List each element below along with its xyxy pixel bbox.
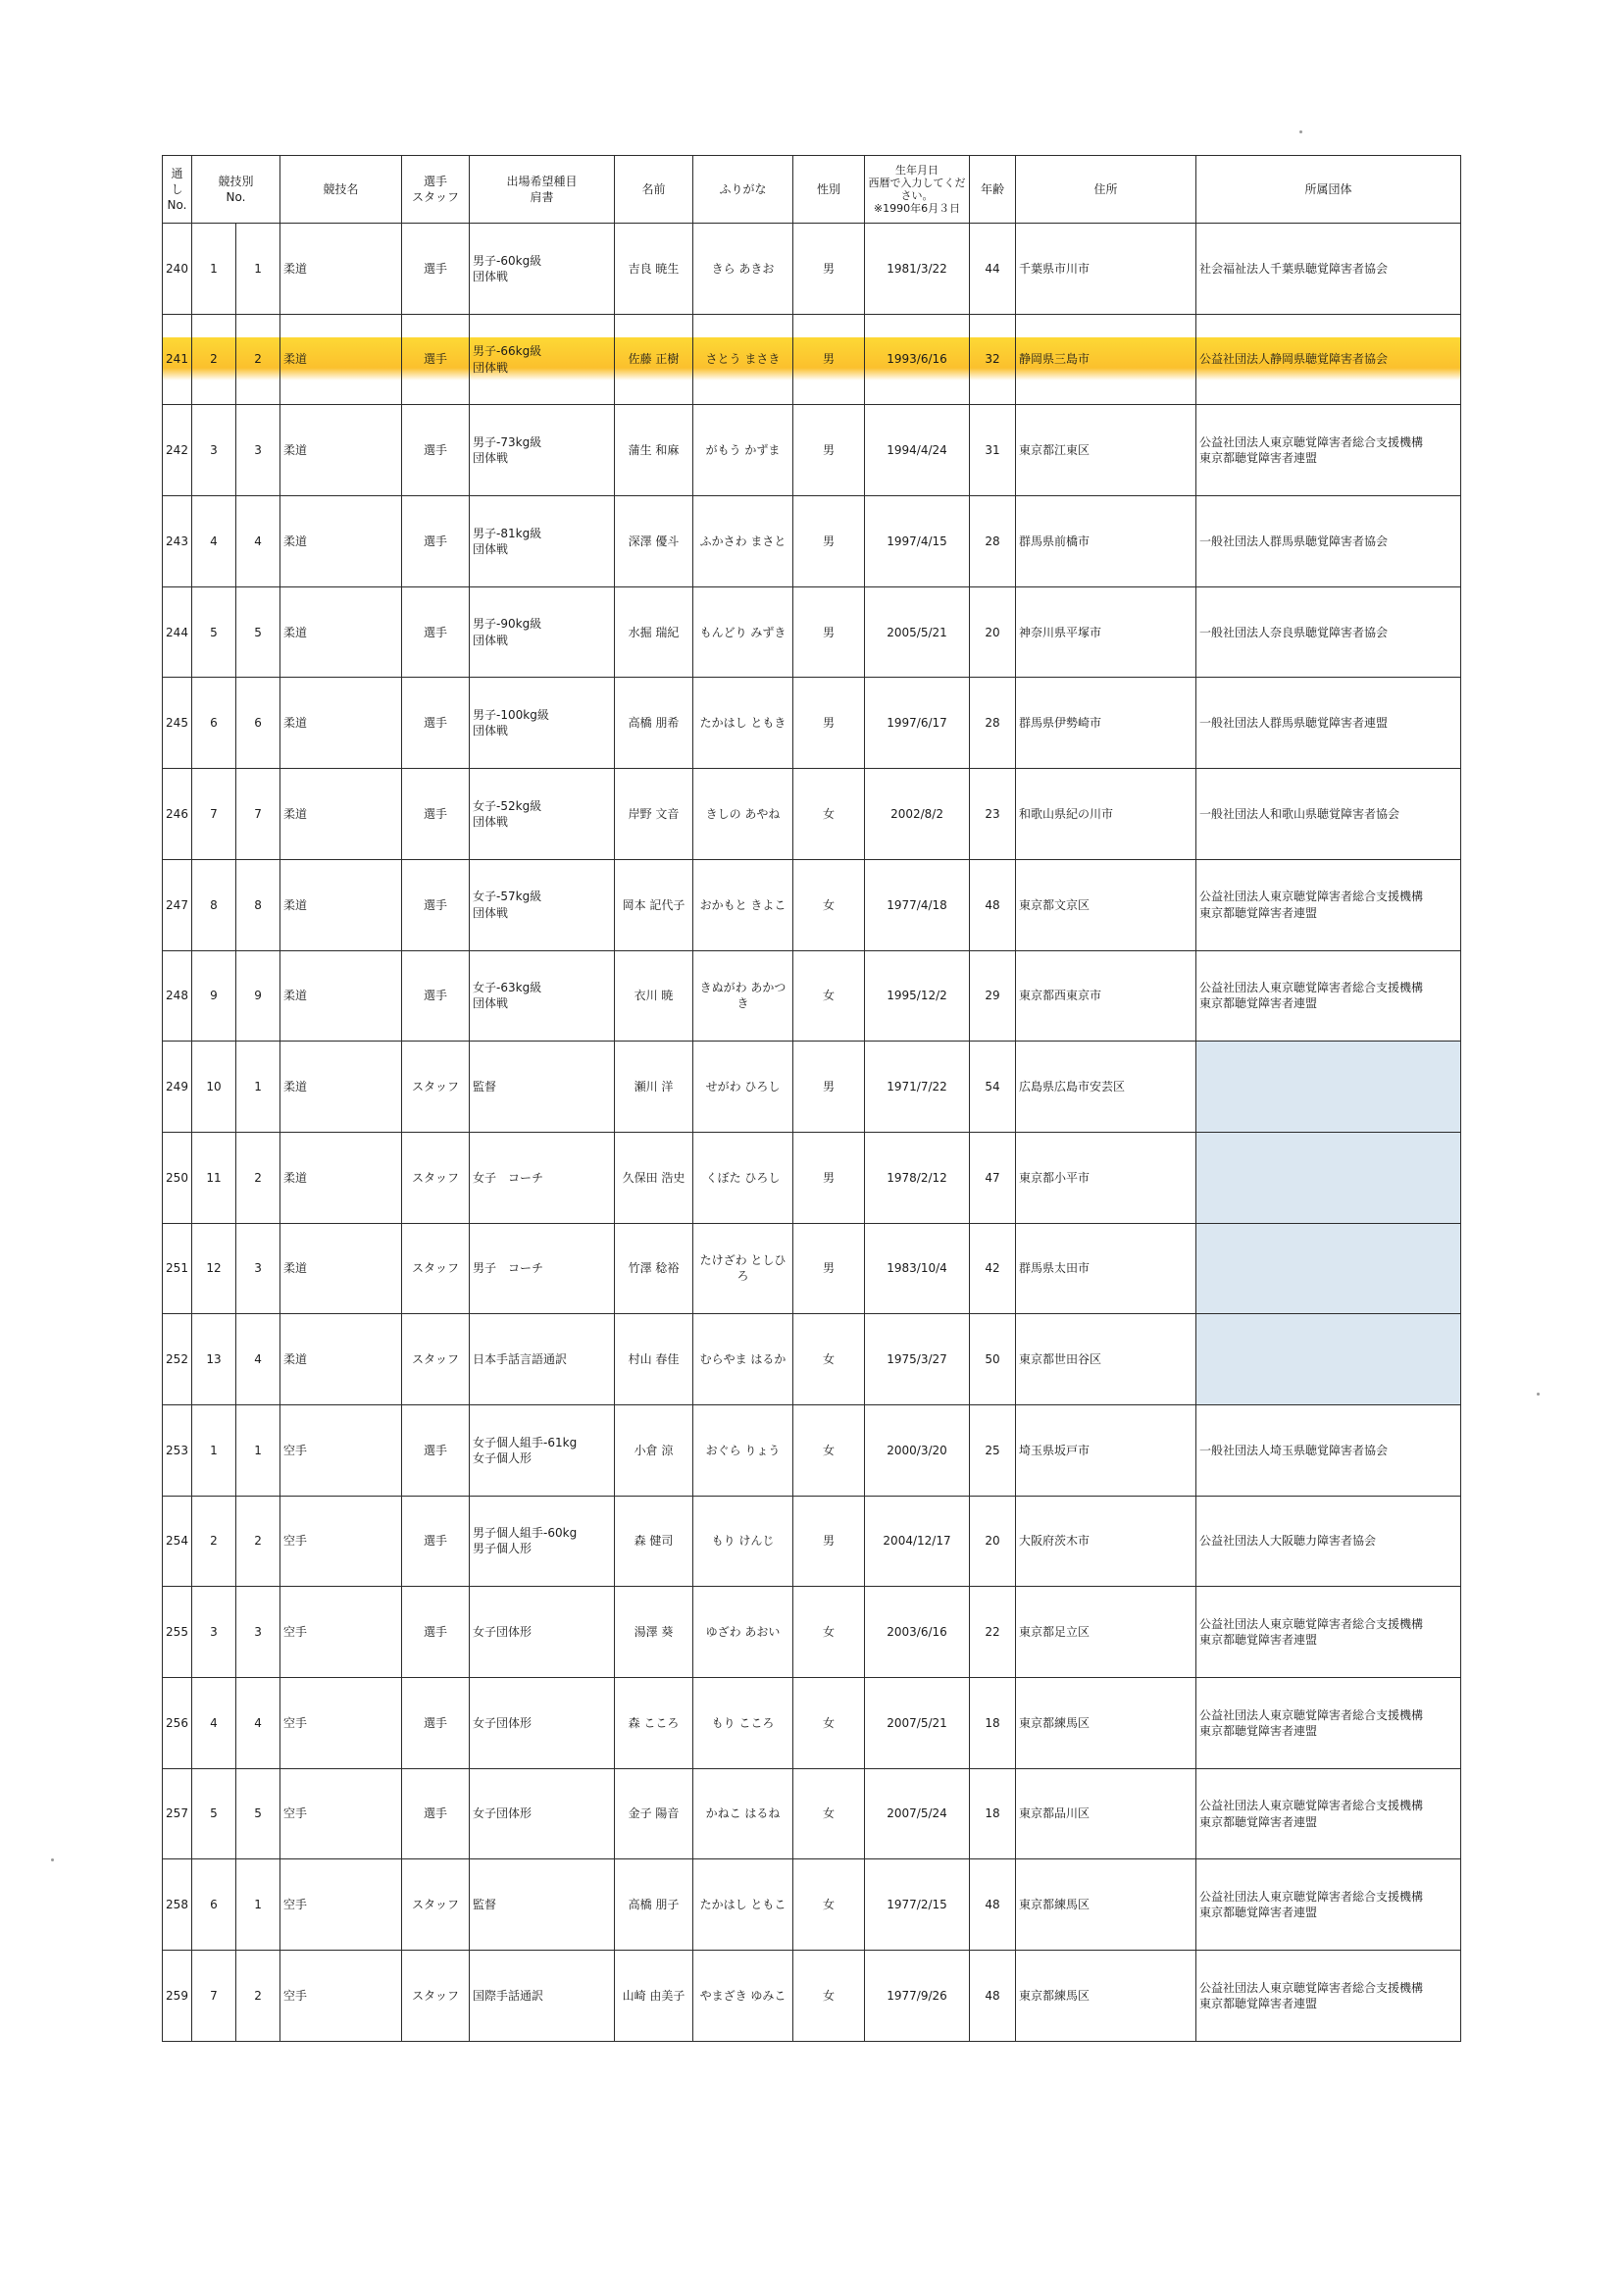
cell-furigana: きら あきお <box>693 224 793 315</box>
cell-event-name: 柔道 <box>280 769 402 860</box>
cell-organization: 一般社団法人群馬県聴覚障害者連盟 <box>1196 678 1461 769</box>
cell-category: 女子団体形 <box>470 1587 615 1678</box>
cell-event-name: 柔道 <box>280 1132 402 1223</box>
table-row <box>163 496 1461 587</box>
cell-furigana: くぼた ひろし <box>693 1132 793 1223</box>
cell-birthdate: 1995/12/2 <box>865 950 970 1042</box>
table-row <box>163 586 1461 678</box>
table-row <box>163 1587 1461 1678</box>
cell-category: 監督 <box>470 1042 615 1133</box>
cell-event-name: 柔道 <box>280 950 402 1042</box>
header-furigana: ふりがな <box>693 156 793 224</box>
cell-category: 男子-66kg級 団体戦 <box>470 314 615 405</box>
cell-through-no: 242 <box>163 405 192 496</box>
cell-name: 森 こころ <box>615 1678 693 1769</box>
cell-category: 監督 <box>470 1859 615 1951</box>
scan-speck <box>1537 1393 1540 1396</box>
table-row <box>163 405 1461 496</box>
cell-birthdate: 1977/9/26 <box>865 1951 970 2042</box>
cell-sub-no: 2 <box>236 1496 280 1587</box>
cell-event-no: 10 <box>192 1042 236 1133</box>
cell-name: 小倉 涼 <box>615 1404 693 1496</box>
cell-event-name: 空手 <box>280 1678 402 1769</box>
header-through-no: 通し No. <box>163 156 192 224</box>
cell-address: 千葉県市川市 <box>1016 224 1196 315</box>
cell-event-name: 柔道 <box>280 224 402 315</box>
table-row <box>163 1042 1461 1133</box>
cell-address: 広島県広島市安芸区 <box>1016 1042 1196 1133</box>
cell-role: 選手 <box>402 1768 470 1859</box>
cell-role: 選手 <box>402 224 470 315</box>
cell-gender: 男 <box>793 678 865 769</box>
cell-role: 選手 <box>402 586 470 678</box>
cell-furigana: おかもと きよこ <box>693 859 793 950</box>
cell-role: 選手 <box>402 405 470 496</box>
cell-name: 森 健司 <box>615 1496 693 1587</box>
cell-event-no: 3 <box>192 1587 236 1678</box>
cell-event-name: 柔道 <box>280 314 402 405</box>
cell-event-no: 5 <box>192 586 236 678</box>
cell-sub-no: 1 <box>236 224 280 315</box>
cell-event-no: 2 <box>192 314 236 405</box>
table-row <box>163 1678 1461 1769</box>
cell-event-name: 柔道 <box>280 1314 402 1405</box>
cell-through-no: 247 <box>163 859 192 950</box>
table-row <box>163 1132 1461 1223</box>
cell-furigana: むらやま はるか <box>693 1314 793 1405</box>
cell-sub-no: 1 <box>236 1859 280 1951</box>
cell-through-no: 258 <box>163 1859 192 1951</box>
cell-name: 村山 春佳 <box>615 1314 693 1405</box>
table-row <box>163 1496 1461 1587</box>
cell-role: 選手 <box>402 1496 470 1587</box>
table-row <box>163 224 1461 315</box>
cell-role: 選手 <box>402 859 470 950</box>
cell-category: 女子-57kg級 団体戦 <box>470 859 615 950</box>
cell-event-name: 柔道 <box>280 859 402 950</box>
cell-through-no: 241 <box>163 314 192 405</box>
cell-age: 47 <box>970 1132 1016 1223</box>
header-row <box>163 156 1461 224</box>
cell-birthdate: 2007/5/24 <box>865 1768 970 1859</box>
cell-address: 和歌山県紀の川市 <box>1016 769 1196 860</box>
cell-sub-no: 3 <box>236 1587 280 1678</box>
cell-gender: 男 <box>793 586 865 678</box>
cell-category: 男子-60kg級 団体戦 <box>470 224 615 315</box>
cell-name: 蒲生 和麻 <box>615 405 693 496</box>
cell-gender: 男 <box>793 314 865 405</box>
cell-organization: 公益社団法人東京聴覚障害者総合支援機構 東京都聴覚障害者連盟 <box>1196 1678 1461 1769</box>
cell-furigana: たけざわ としひろ <box>693 1223 793 1314</box>
cell-through-no: 253 <box>163 1404 192 1496</box>
table-row <box>163 1951 1461 2042</box>
cell-address: 東京都江東区 <box>1016 405 1196 496</box>
cell-gender: 女 <box>793 769 865 860</box>
cell-age: 22 <box>970 1587 1016 1678</box>
cell-furigana: たかはし ともき <box>693 678 793 769</box>
cell-address: 神奈川県平塚市 <box>1016 586 1196 678</box>
cell-furigana: もんどり みずき <box>693 586 793 678</box>
cell-through-no: 252 <box>163 1314 192 1405</box>
cell-role: 選手 <box>402 1587 470 1678</box>
cell-category: 男子-90kg級 団体戦 <box>470 586 615 678</box>
cell-organization: 社会福祉法人千葉県聴覚障害者協会 <box>1196 224 1461 315</box>
cell-category: 国際手話通訳 <box>470 1951 615 2042</box>
table-row <box>163 1859 1461 1951</box>
table-row <box>163 1223 1461 1314</box>
cell-birthdate: 1983/10/4 <box>865 1223 970 1314</box>
cell-event-no: 9 <box>192 950 236 1042</box>
cell-sub-no: 8 <box>236 859 280 950</box>
header-age: 年齢 <box>970 156 1016 224</box>
cell-event-name: 空手 <box>280 1587 402 1678</box>
cell-name: 佐藤 正樹 <box>615 314 693 405</box>
cell-name: 吉良 暁生 <box>615 224 693 315</box>
cell-event-no: 6 <box>192 1859 236 1951</box>
cell-event-no: 4 <box>192 1678 236 1769</box>
cell-category: 女子 コーチ <box>470 1132 615 1223</box>
cell-event-name: 柔道 <box>280 586 402 678</box>
cell-role: スタッフ <box>402 1951 470 2042</box>
cell-sub-no: 6 <box>236 678 280 769</box>
cell-birthdate: 1997/6/17 <box>865 678 970 769</box>
cell-birthdate: 2005/5/21 <box>865 586 970 678</box>
cell-name: 竹澤 稔裕 <box>615 1223 693 1314</box>
table-row <box>163 1768 1461 1859</box>
cell-name: 高橋 朋希 <box>615 678 693 769</box>
cell-sub-no: 2 <box>236 1951 280 2042</box>
cell-event-no: 8 <box>192 859 236 950</box>
cell-role: 選手 <box>402 1678 470 1769</box>
cell-age: 54 <box>970 1042 1016 1133</box>
cell-sub-no: 2 <box>236 1132 280 1223</box>
cell-address: 埼玉県坂戸市 <box>1016 1404 1196 1496</box>
cell-furigana: もり こころ <box>693 1678 793 1769</box>
cell-age: 20 <box>970 586 1016 678</box>
cell-sub-no: 4 <box>236 496 280 587</box>
cell-sub-no: 1 <box>236 1042 280 1133</box>
cell-address: 東京都世田谷区 <box>1016 1314 1196 1405</box>
cell-gender: 男 <box>793 1223 865 1314</box>
cell-age: 28 <box>970 496 1016 587</box>
cell-address: 東京都品川区 <box>1016 1768 1196 1859</box>
cell-through-no: 243 <box>163 496 192 587</box>
cell-gender: 女 <box>793 1314 865 1405</box>
cell-address: 群馬県前橋市 <box>1016 496 1196 587</box>
cell-category: 男子個人組手-60kg 男子個人形 <box>470 1496 615 1587</box>
cell-gender: 女 <box>793 1859 865 1951</box>
cell-age: 31 <box>970 405 1016 496</box>
header-birthdate: 生年月日 西暦で入力してくだ さい。 ※1990年6月３日 <box>865 156 970 224</box>
header-name: 名前 <box>615 156 693 224</box>
cell-event-no: 13 <box>192 1314 236 1405</box>
cell-through-no: 240 <box>163 224 192 315</box>
cell-event-no: 5 <box>192 1768 236 1859</box>
cell-category: 男子-100kg級 団体戦 <box>470 678 615 769</box>
cell-age: 48 <box>970 859 1016 950</box>
cell-role: スタッフ <box>402 1314 470 1405</box>
header-address: 住所 <box>1016 156 1196 224</box>
table-row <box>163 859 1461 950</box>
cell-event-name: 柔道 <box>280 1223 402 1314</box>
table-body <box>163 224 1461 2042</box>
cell-furigana: せがわ ひろし <box>693 1042 793 1133</box>
cell-birthdate: 1977/2/15 <box>865 1859 970 1951</box>
cell-gender: 女 <box>793 1678 865 1769</box>
cell-gender: 女 <box>793 950 865 1042</box>
cell-organization: 公益社団法人東京聴覚障害者総合支援機構 東京都聴覚障害者連盟 <box>1196 1587 1461 1678</box>
cell-birthdate: 2004/12/17 <box>865 1496 970 1587</box>
cell-age: 48 <box>970 1859 1016 1951</box>
cell-event-name: 柔道 <box>280 405 402 496</box>
cell-organization <box>1196 1314 1461 1405</box>
cell-address: 群馬県伊勢崎市 <box>1016 678 1196 769</box>
cell-role: 選手 <box>402 678 470 769</box>
cell-category: 男子-73kg級 団体戦 <box>470 405 615 496</box>
cell-birthdate: 1981/3/22 <box>865 224 970 315</box>
cell-sub-no: 5 <box>236 1768 280 1859</box>
cell-sub-no: 9 <box>236 950 280 1042</box>
cell-gender: 女 <box>793 1404 865 1496</box>
cell-age: 48 <box>970 1951 1016 2042</box>
header-organization: 所属団体 <box>1196 156 1461 224</box>
cell-through-no: 257 <box>163 1768 192 1859</box>
cell-role: 選手 <box>402 314 470 405</box>
cell-furigana: おぐら りょう <box>693 1404 793 1496</box>
cell-sub-no: 2 <box>236 314 280 405</box>
cell-sub-no: 3 <box>236 405 280 496</box>
cell-event-no: 7 <box>192 1951 236 2042</box>
cell-role: 選手 <box>402 496 470 587</box>
cell-event-no: 12 <box>192 1223 236 1314</box>
cell-event-no: 7 <box>192 769 236 860</box>
cell-address: 東京都足立区 <box>1016 1587 1196 1678</box>
cell-organization: 公益社団法人東京聴覚障害者総合支援機構 東京都聴覚障害者連盟 <box>1196 1859 1461 1951</box>
cell-furigana: もり けんじ <box>693 1496 793 1587</box>
cell-name: 深澤 優斗 <box>615 496 693 587</box>
cell-organization <box>1196 1223 1461 1314</box>
cell-organization <box>1196 1132 1461 1223</box>
cell-birthdate: 2000/3/20 <box>865 1404 970 1496</box>
cell-category: 女子個人組手-61kg 女子個人形 <box>470 1404 615 1496</box>
cell-birthdate: 2007/5/21 <box>865 1678 970 1769</box>
header-category: 出場希望種目 肩書 <box>470 156 615 224</box>
cell-sub-no: 3 <box>236 1223 280 1314</box>
cell-through-no: 249 <box>163 1042 192 1133</box>
cell-age: 25 <box>970 1404 1016 1496</box>
cell-gender: 男 <box>793 1042 865 1133</box>
cell-category: 男子-81kg級 団体戦 <box>470 496 615 587</box>
table-row <box>163 769 1461 860</box>
cell-birthdate: 1978/2/12 <box>865 1132 970 1223</box>
cell-organization: 公益社団法人東京聴覚障害者総合支援機構 東京都聴覚障害者連盟 <box>1196 1951 1461 2042</box>
cell-furigana: かねこ はるね <box>693 1768 793 1859</box>
cell-name: 湯澤 葵 <box>615 1587 693 1678</box>
cell-furigana: さとう まさき <box>693 314 793 405</box>
cell-name: 瀬川 洋 <box>615 1042 693 1133</box>
cell-sub-no: 4 <box>236 1678 280 1769</box>
cell-organization: 公益社団法人東京聴覚障害者総合支援機構 東京都聴覚障害者連盟 <box>1196 859 1461 950</box>
cell-through-no: 246 <box>163 769 192 860</box>
cell-gender: 男 <box>793 224 865 315</box>
cell-gender: 女 <box>793 1587 865 1678</box>
cell-furigana: がもう かずま <box>693 405 793 496</box>
cell-through-no: 245 <box>163 678 192 769</box>
cell-age: 20 <box>970 1496 1016 1587</box>
cell-organization: 公益社団法人東京聴覚障害者総合支援機構 東京都聴覚障害者連盟 <box>1196 405 1461 496</box>
cell-name: 水掘 瑞紀 <box>615 586 693 678</box>
cell-age: 50 <box>970 1314 1016 1405</box>
cell-age: 23 <box>970 769 1016 860</box>
table-row <box>163 1404 1461 1496</box>
cell-furigana: ゆざわ あおい <box>693 1587 793 1678</box>
cell-furigana: やまざき ゆみこ <box>693 1951 793 2042</box>
cell-birthdate: 2002/8/2 <box>865 769 970 860</box>
cell-birthdate: 1997/4/15 <box>865 496 970 587</box>
cell-role: スタッフ <box>402 1859 470 1951</box>
cell-through-no: 259 <box>163 1951 192 2042</box>
cell-role: 選手 <box>402 1404 470 1496</box>
cell-through-no: 250 <box>163 1132 192 1223</box>
cell-event-no: 1 <box>192 1404 236 1496</box>
cell-name: 金子 陽音 <box>615 1768 693 1859</box>
cell-category: 男子 コーチ <box>470 1223 615 1314</box>
cell-birthdate: 2003/6/16 <box>865 1587 970 1678</box>
cell-name: 岡本 記代子 <box>615 859 693 950</box>
cell-gender: 男 <box>793 1496 865 1587</box>
cell-age: 18 <box>970 1678 1016 1769</box>
header-role: 選手 スタッフ <box>402 156 470 224</box>
cell-age: 44 <box>970 224 1016 315</box>
cell-category: 女子団体形 <box>470 1678 615 1769</box>
cell-through-no: 248 <box>163 950 192 1042</box>
cell-role: 選手 <box>402 950 470 1042</box>
participant-table <box>162 155 1461 2042</box>
cell-furigana: ふかさわ まさと <box>693 496 793 587</box>
cell-event-name: 柔道 <box>280 1042 402 1133</box>
table-row <box>163 314 1461 405</box>
cell-event-no: 1 <box>192 224 236 315</box>
cell-address: 大阪府茨木市 <box>1016 1496 1196 1587</box>
cell-role: スタッフ <box>402 1223 470 1314</box>
cell-event-no: 11 <box>192 1132 236 1223</box>
cell-sub-no: 7 <box>236 769 280 860</box>
scan-speck <box>1299 130 1302 133</box>
cell-name: 衣川 暁 <box>615 950 693 1042</box>
cell-birthdate: 1975/3/27 <box>865 1314 970 1405</box>
cell-age: 18 <box>970 1768 1016 1859</box>
cell-event-no: 6 <box>192 678 236 769</box>
cell-address: 東京都練馬区 <box>1016 1859 1196 1951</box>
cell-address: 東京都小平市 <box>1016 1132 1196 1223</box>
cell-address: 静岡県三島市 <box>1016 314 1196 405</box>
header-gender: 性別 <box>793 156 865 224</box>
table-row <box>163 950 1461 1042</box>
cell-address: 東京都西東京市 <box>1016 950 1196 1042</box>
cell-category: 女子-52kg級 団体戦 <box>470 769 615 860</box>
cell-age: 28 <box>970 678 1016 769</box>
cell-event-name: 空手 <box>280 1768 402 1859</box>
cell-gender: 女 <box>793 1951 865 2042</box>
cell-birthdate: 1993/6/16 <box>865 314 970 405</box>
cell-through-no: 254 <box>163 1496 192 1587</box>
cell-event-name: 柔道 <box>280 496 402 587</box>
cell-address: 東京都練馬区 <box>1016 1678 1196 1769</box>
cell-gender: 女 <box>793 1768 865 1859</box>
cell-event-name: 空手 <box>280 1951 402 2042</box>
cell-event-name: 柔道 <box>280 678 402 769</box>
cell-gender: 女 <box>793 859 865 950</box>
cell-gender: 男 <box>793 405 865 496</box>
cell-organization: 公益社団法人大阪聴力障害者協会 <box>1196 1496 1461 1587</box>
cell-through-no: 244 <box>163 586 192 678</box>
cell-through-no: 255 <box>163 1587 192 1678</box>
cell-furigana: たかはし ともこ <box>693 1859 793 1951</box>
cell-organization: 一般社団法人和歌山県聴覚障害者協会 <box>1196 769 1461 860</box>
cell-age: 29 <box>970 950 1016 1042</box>
cell-birthdate: 1971/7/22 <box>865 1042 970 1133</box>
cell-event-no: 2 <box>192 1496 236 1587</box>
cell-category: 日本手話言語通訳 <box>470 1314 615 1405</box>
cell-organization: 一般社団法人奈良県聴覚障害者協会 <box>1196 586 1461 678</box>
scan-speck <box>51 1858 54 1861</box>
cell-name: 高橋 朋子 <box>615 1859 693 1951</box>
cell-birthdate: 1994/4/24 <box>865 405 970 496</box>
cell-event-no: 3 <box>192 405 236 496</box>
cell-age: 32 <box>970 314 1016 405</box>
cell-event-name: 空手 <box>280 1859 402 1951</box>
table-row <box>163 1314 1461 1405</box>
cell-name: 山崎 由美子 <box>615 1951 693 2042</box>
cell-sub-no: 4 <box>236 1314 280 1405</box>
cell-role: スタッフ <box>402 1042 470 1133</box>
cell-gender: 男 <box>793 1132 865 1223</box>
cell-address: 東京都練馬区 <box>1016 1951 1196 2042</box>
cell-event-name: 空手 <box>280 1404 402 1496</box>
cell-category: 女子団体形 <box>470 1768 615 1859</box>
cell-address: 群馬県太田市 <box>1016 1223 1196 1314</box>
cell-event-name: 空手 <box>280 1496 402 1587</box>
cell-event-no: 4 <box>192 496 236 587</box>
cell-name: 岸野 文音 <box>615 769 693 860</box>
cell-name: 久保田 浩史 <box>615 1132 693 1223</box>
header-event-name: 競技名 <box>280 156 402 224</box>
cell-address: 東京都文京区 <box>1016 859 1196 950</box>
cell-organization: 公益社団法人静岡県聴覚障害者協会 <box>1196 314 1461 405</box>
cell-sub-no: 1 <box>236 1404 280 1496</box>
cell-organization: 一般社団法人群馬県聴覚障害者協会 <box>1196 496 1461 587</box>
cell-furigana: きぬがわ あかつき <box>693 950 793 1042</box>
cell-gender: 男 <box>793 496 865 587</box>
cell-birthdate: 1977/4/18 <box>865 859 970 950</box>
cell-through-no: 251 <box>163 1223 192 1314</box>
cell-organization: 公益社団法人東京聴覚障害者総合支援機構 東京都聴覚障害者連盟 <box>1196 1768 1461 1859</box>
cell-sub-no: 5 <box>236 586 280 678</box>
cell-category: 女子-63kg級 団体戦 <box>470 950 615 1042</box>
table-row <box>163 678 1461 769</box>
header-event-no: 競技別 No. <box>192 156 280 224</box>
cell-organization: 一般社団法人埼玉県聴覚障害者協会 <box>1196 1404 1461 1496</box>
cell-organization <box>1196 1042 1461 1133</box>
cell-furigana: きしの あやね <box>693 769 793 860</box>
cell-age: 42 <box>970 1223 1016 1314</box>
cell-role: スタッフ <box>402 1132 470 1223</box>
cell-role: 選手 <box>402 769 470 860</box>
cell-organization: 公益社団法人東京聴覚障害者総合支援機構 東京都聴覚障害者連盟 <box>1196 950 1461 1042</box>
cell-through-no: 256 <box>163 1678 192 1769</box>
